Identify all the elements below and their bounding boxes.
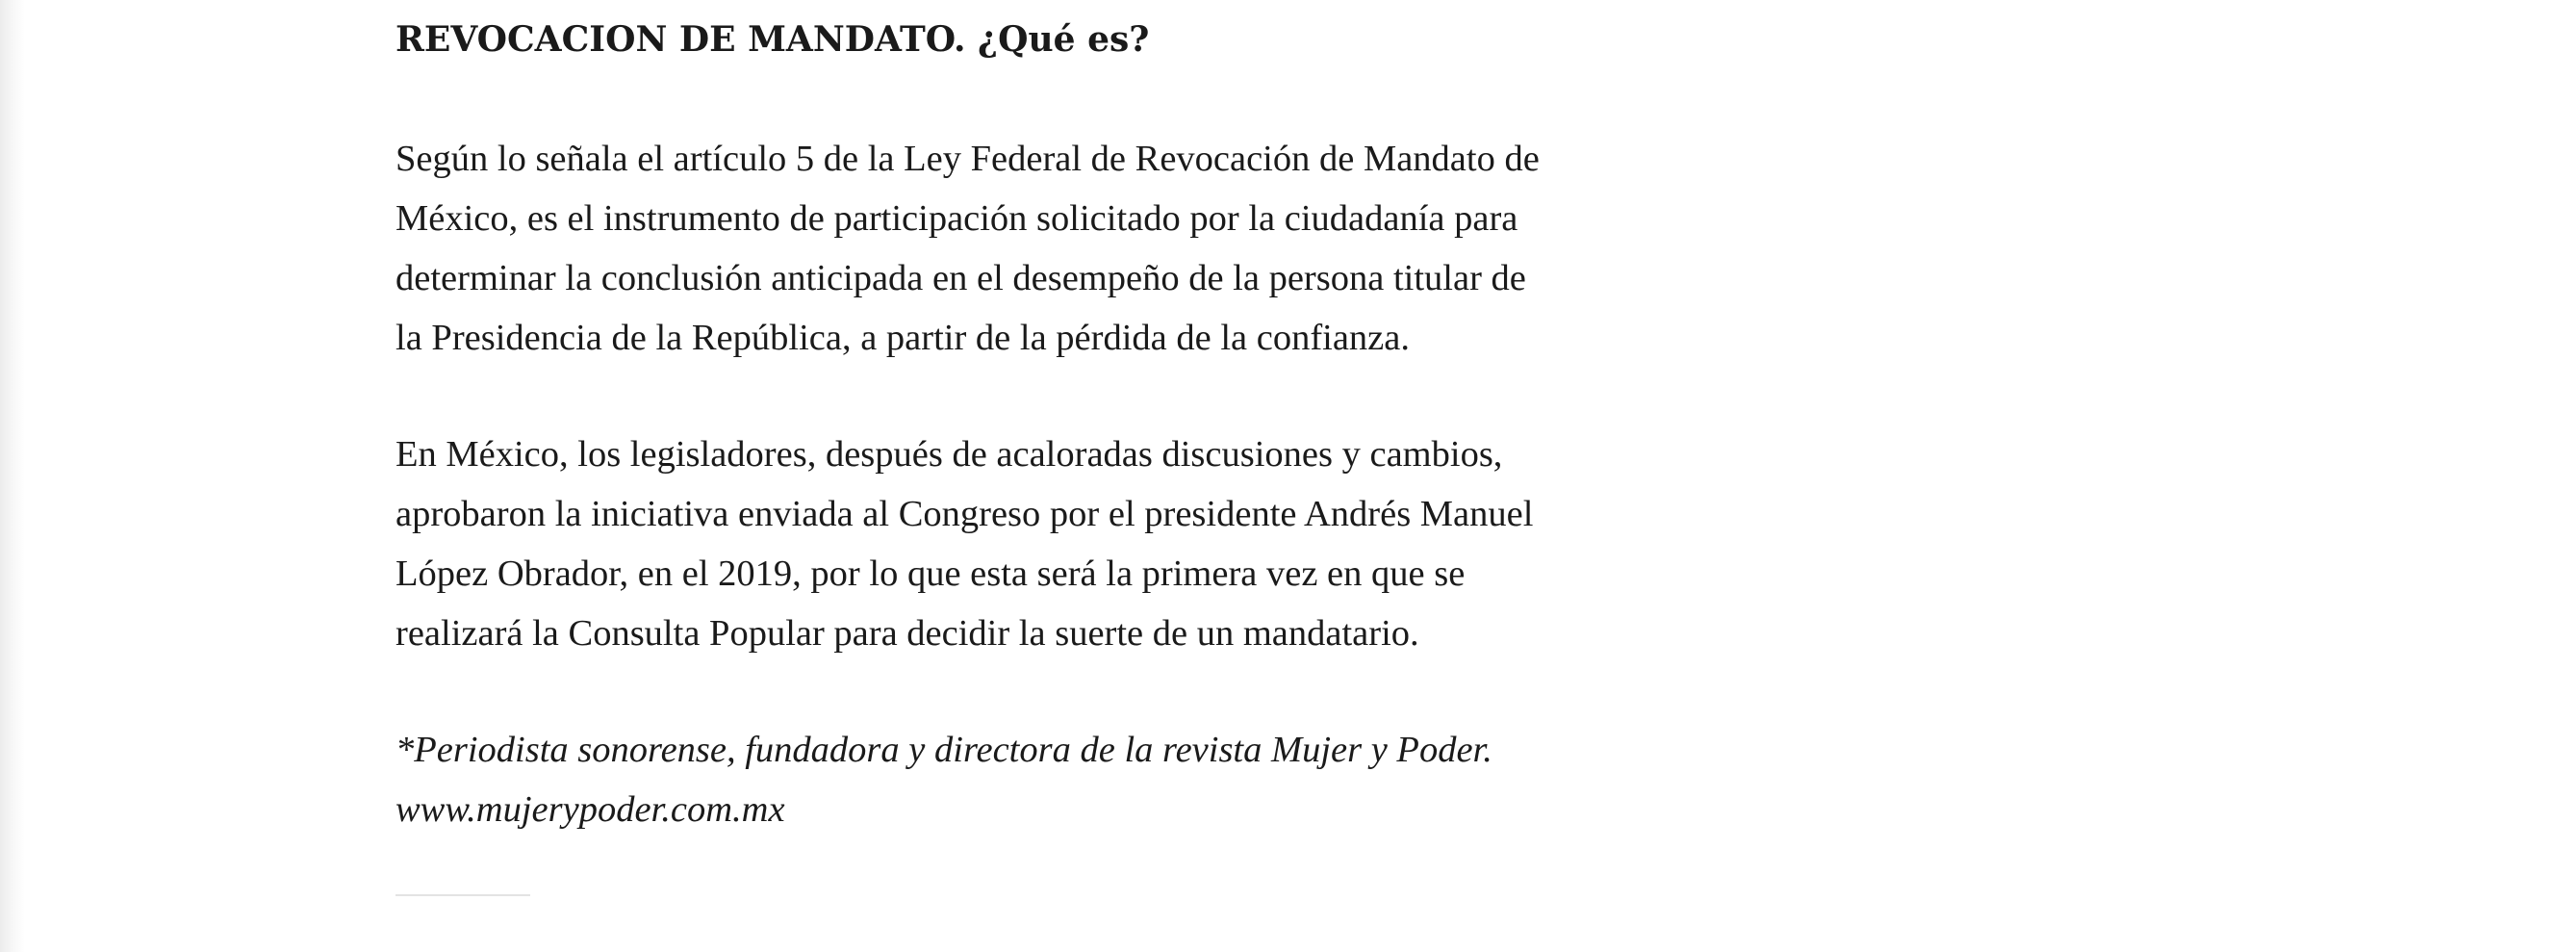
paragraph-context: [395, 425, 1608, 663]
paragraph-line: Según lo señala el artículo 5 de la Ley Federal de Revocación de Mandato de: [395, 139, 1540, 179]
section-heading: REVOCACION DE MANDATO. ¿Qué es?: [395, 19, 1150, 60]
paragraph-line: aprobaron la iniciativa enviada al Congreso por el presidente Andrés Manuel: [395, 494, 1534, 534]
author-note-line: *Periodista sonorense, fundadora y directora de la revista Mujer y Poder.: [395, 730, 1492, 770]
article-body: [395, 0, 1608, 896]
author-website: www.mujerypoder.com.mx: [395, 789, 785, 830]
section-divider: [395, 894, 530, 896]
paragraph-line: realizará la Consulta Popular para decidir la suerte de un mandatario.: [395, 613, 1419, 654]
paragraph-line: la Presidencia de la República, a partir de la pérdida de la confianza.: [395, 318, 1410, 358]
author-note: [395, 720, 1608, 839]
paragraph-line: En México, los legisladores, después de acaloradas discusiones y cambios,: [395, 434, 1503, 475]
paragraph-definition: [395, 129, 1608, 368]
page-left-shadow: [0, 0, 25, 952]
paragraph-line: determinar la conclusión anticipada en el desempeño de la persona titular de: [395, 258, 1526, 298]
paragraph-line: López Obrador, en el 2019, por lo que esta será la primera vez en que se: [395, 553, 1466, 594]
paragraph-line: México, es el instrumento de participación solicitado por la ciudadanía para: [395, 198, 1518, 239]
